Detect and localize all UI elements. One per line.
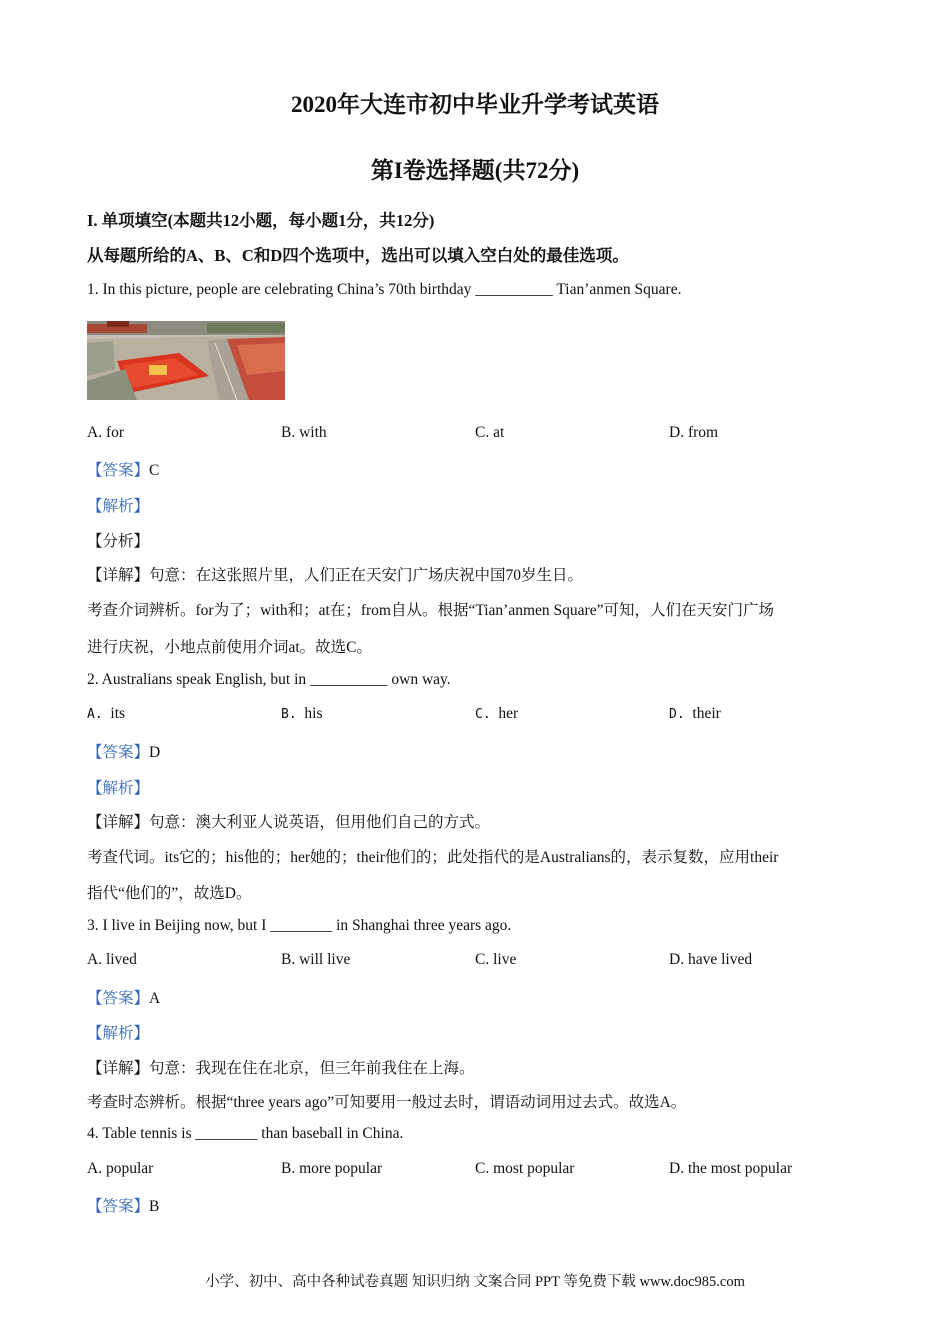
q1-option-b: B. with (281, 424, 327, 441)
question-4-stem: 4. Table tennis is ________ than baseball in China. (87, 1125, 404, 1142)
q4-answer (87, 1194, 159, 1216)
analysis-label: 【解析】 (87, 1025, 150, 1042)
q3-answer-value: A (149, 990, 161, 1007)
q2-option-a-text: its (110, 705, 126, 722)
q3-analysis-label (87, 1021, 149, 1043)
detail-label: 【详解】 (87, 1060, 150, 1077)
analysis-label: 【解析】 (87, 498, 150, 515)
q2-detail (87, 810, 490, 832)
answer-label: 【答案】 (87, 462, 150, 479)
q2-answer (87, 740, 160, 762)
page-footer: 小学、初中、高中各种试卷真题 知识归纳 文案合同 PPT 等免费下载 www.doc985.com (205, 1274, 745, 1290)
q2-option-b-letter: B. (281, 707, 297, 722)
detail-label: 【详解】 (87, 567, 150, 584)
q2-explanation-line2: 指代“他们的”，故选D。 (87, 885, 252, 902)
q2-option-a-letter: A. (87, 707, 103, 722)
q2-option-d-letter: D. (669, 707, 685, 722)
answer-label: 【答案】 (87, 1198, 150, 1215)
detail-label: 【详解】 (87, 814, 150, 831)
page-subtitle: 第I卷选择题(共72分) (370, 158, 580, 183)
q1-explanation-line2: 进行庆祝，小地点前使用介词at。故选C。 (87, 639, 373, 656)
analysis-label: 【解析】 (87, 780, 150, 797)
q2-option-d-text: their (692, 705, 721, 722)
q3-detail (87, 1056, 475, 1078)
q1-option-d: D. from (669, 424, 719, 441)
q2-detail-text: 句意：澳大利亚人说英语，但用他们自己的方式。 (149, 814, 491, 831)
q2-option-c-letter: C. (475, 707, 491, 722)
q3-answer (87, 986, 160, 1008)
q4-option-a: A. popular (87, 1160, 154, 1177)
question-1-stem: 1. In this picture, people are celebrating China’s 70th birthday __________ Tian’anmen Square. (87, 281, 682, 298)
page-title: 2020年大连市初中毕业升学考试英语 (291, 92, 659, 117)
q1-option-a: A. for (87, 424, 125, 441)
q3-detail-text: 句意：我现在住在北京，但三年前我住在上海。 (149, 1060, 475, 1077)
q1-fenxi-label: 【分析】 (87, 533, 150, 550)
q3-option-a: A. lived (87, 951, 137, 968)
question-3-stem: 3. I live in Beijing now, but I ________ in Shanghai three years ago. (87, 917, 512, 934)
q2-explanation-line1: 考查代词。its它的；his他的；her她的；their他们的；此处指代的是Australians的，表示复数，应用their (87, 849, 779, 866)
q4-option-c: C. most popular (475, 1160, 575, 1177)
q1-answer (87, 458, 159, 480)
q1-explanation-line1: 考查介词辨析。for为了；with和；at在；from自从。根据“Tian’anmen Square”可知，人们在天安门广场 (87, 602, 774, 619)
q2-option-c (475, 705, 518, 723)
q2-option-c-text: her (498, 705, 519, 722)
q2-option-b-text: his (304, 705, 323, 722)
q1-option-c: C. at (475, 424, 505, 441)
q4-option-d: D. the most popular (669, 1160, 793, 1177)
q3-explanation-line1: 考查时态辨析。根据“three years ago”可知要用一般过去时，谓语动词用过去式。故选A。 (87, 1094, 687, 1111)
q3-option-d: D. have lived (669, 951, 753, 968)
q2-option-d (669, 705, 721, 723)
question-2-stem: 2. Australians speak English, but in __________ own way. (87, 671, 451, 688)
answer-label: 【答案】 (87, 990, 150, 1007)
q2-option-b (281, 705, 323, 723)
q1-detail (87, 563, 583, 585)
tiananmen-parade-image (87, 321, 285, 400)
q4-answer-value: B (149, 1198, 160, 1215)
q2-option-a (87, 705, 125, 723)
q2-answer-value: D (149, 744, 161, 761)
q1-analysis-label (87, 494, 149, 516)
answer-label: 【答案】 (87, 744, 150, 761)
q3-option-c: C. live (475, 951, 517, 968)
q1-detail-text: 句意：在这张照片里，人们正在天安门广场庆祝中国70岁生日。 (149, 567, 584, 584)
section-instruction: 从每题所给的A、B、C和D四个选项中，选出可以填入空白处的最佳选项。 (87, 246, 629, 265)
q1-answer-value: C (149, 462, 160, 479)
section-heading: I. 单项填空(本题共12小题，每小题1分，共12分) (87, 211, 435, 230)
q3-option-b: B. will live (281, 951, 351, 968)
q2-analysis-label (87, 776, 149, 798)
q4-option-b: B. more popular (281, 1160, 383, 1177)
parade-photo (87, 321, 285, 400)
